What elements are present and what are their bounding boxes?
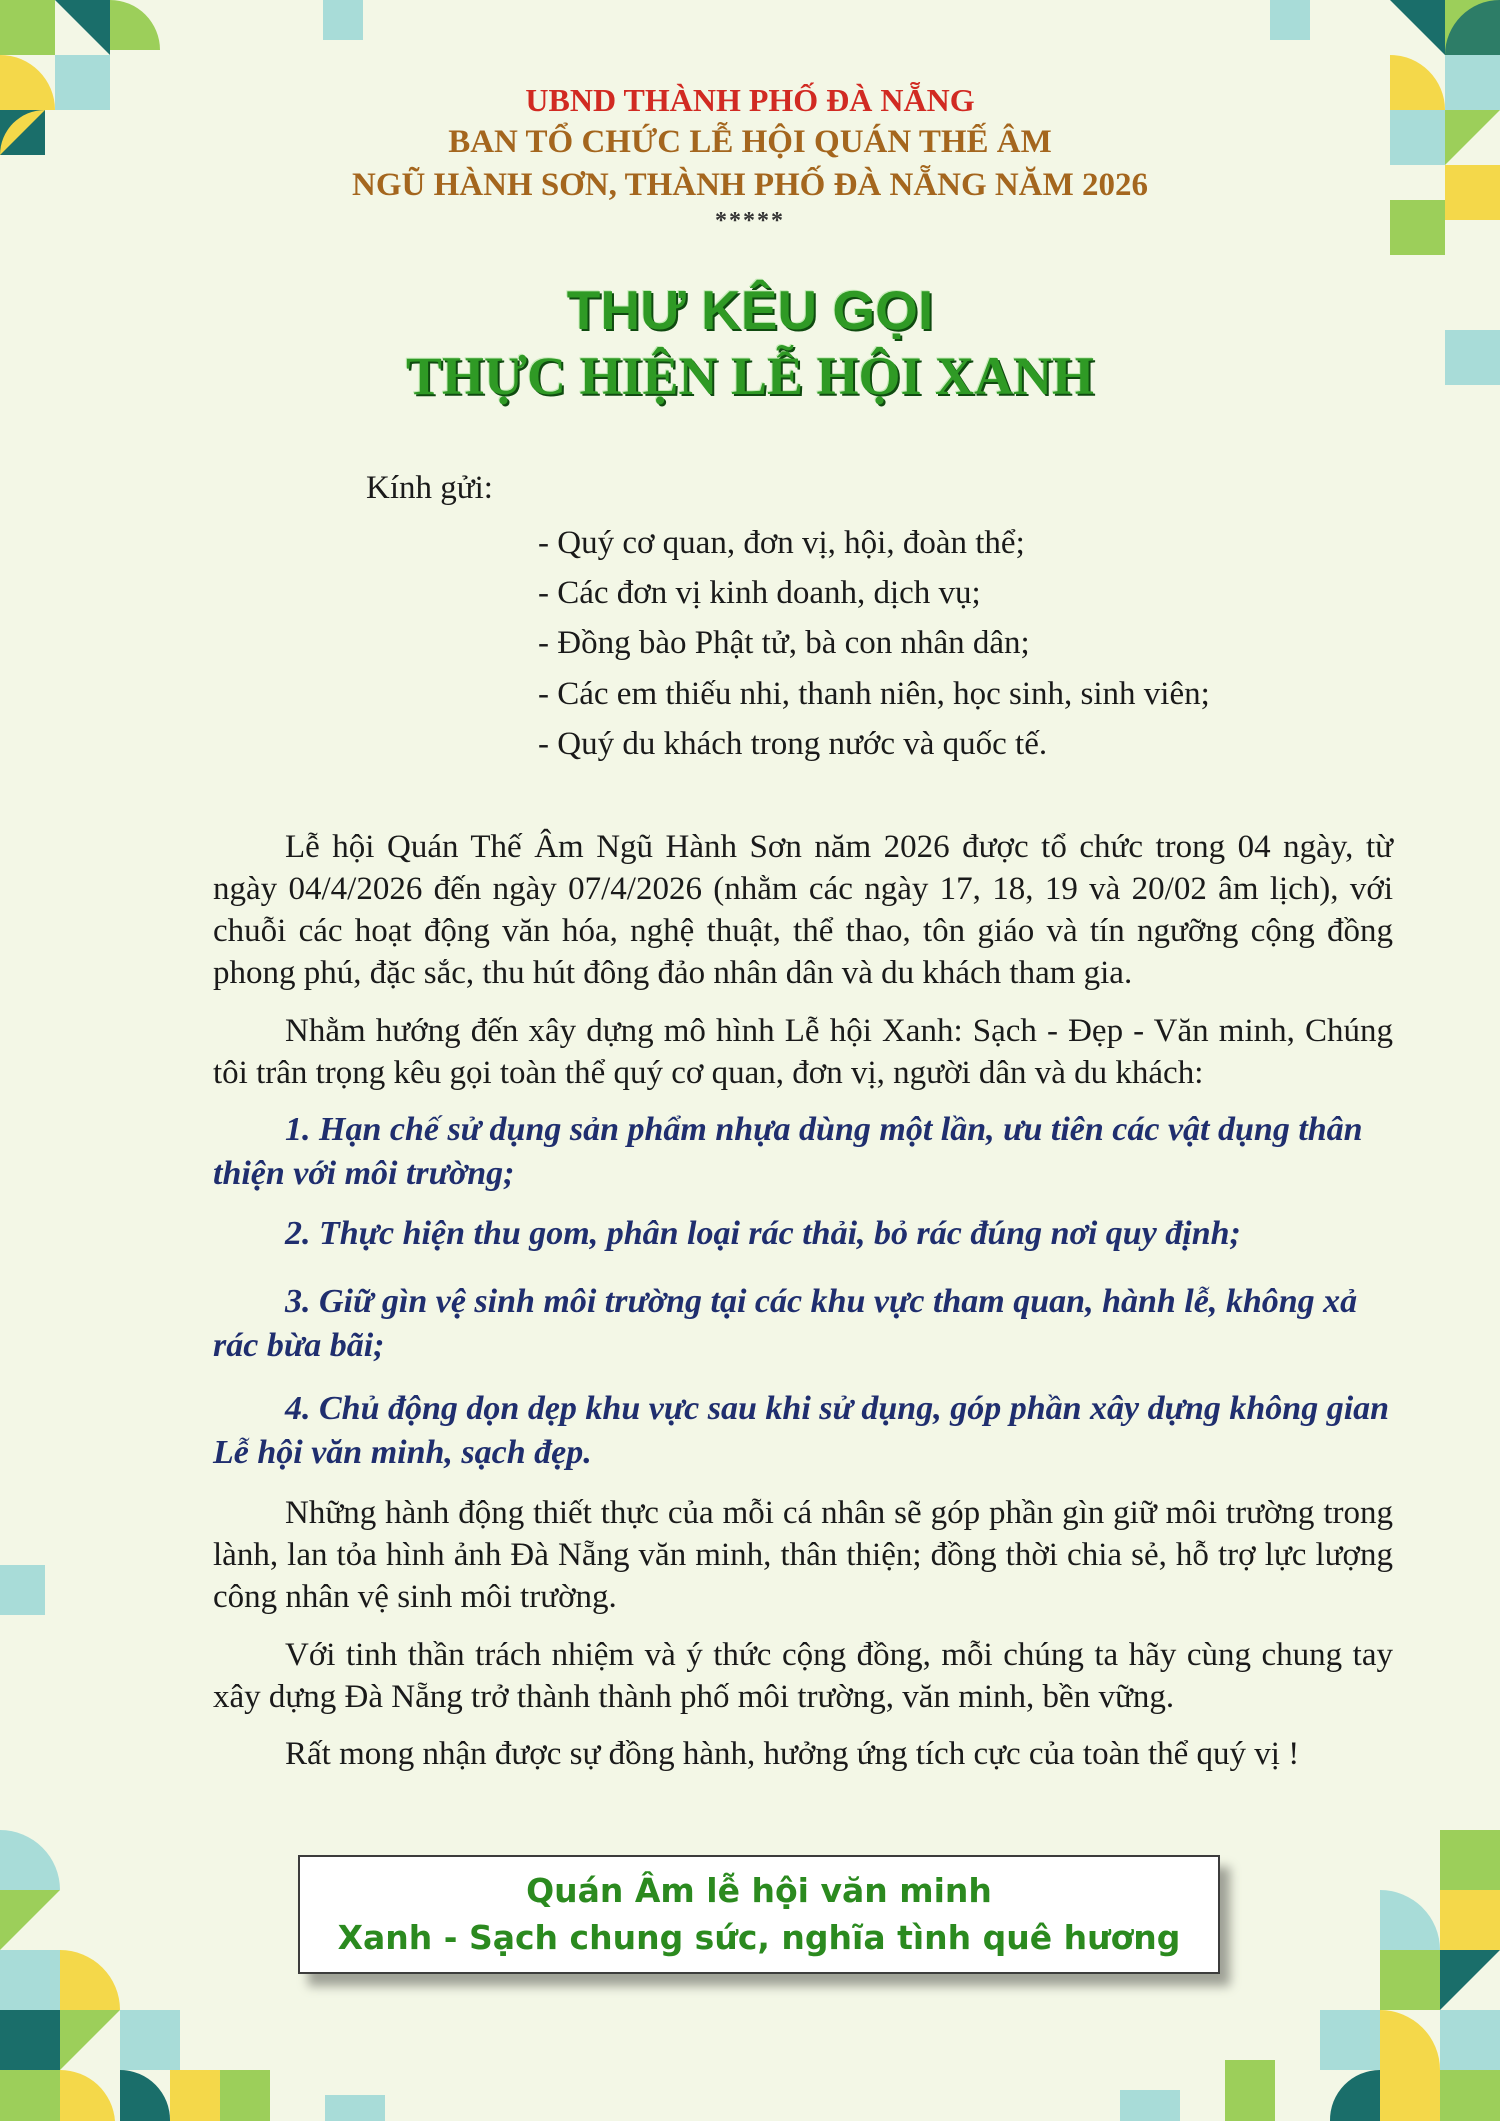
call-to-action-item: 3. Giữ gìn vệ sinh môi trường tại các khu vực tham quan, hành lễ, không xả rác bừa bãi; [213, 1283, 1358, 1364]
recipient-item: - Các đơn vị kinh doanh, dịch vụ; [538, 575, 981, 611]
recipient-item: - Quý du khách trong nước và quốc tế. [538, 726, 1048, 762]
intro-paragraph: Lễ hội Quán Thế Âm Ngũ Hành Sơn năm 2026 được tổ chức trong 04 ngày, từ ngày 04/4/2026 đến ngày 07/4/2026 (nhằm các ngày 17, 18, 19 và 20/02 âm lịch), với chuỗi các hoạt động văn hóa, nghệ thuật, thể thao, tôn giáo và tín ngưỡng cộng đồng phong phú, đặc sắc, thu hút đông đảo nhân dân và du khách tham gia. [213, 829, 1393, 991]
organizing-committee-line2: NGŨ HÀNH SƠN, THÀNH PHỐ ĐÀ NẴNG NĂM 2026 [352, 167, 1148, 203]
slogan-line1: Quán Âm lễ hội văn minh [526, 1871, 992, 1910]
recipient-item: - Đồng bào Phật tử, bà con nhân dân; [538, 625, 1030, 661]
header-separator: ***** [715, 208, 785, 234]
recipient-item: - Quý cơ quan, đơn vị, hội, đoàn thể; [538, 525, 1025, 561]
greeting: Kính gửi: [366, 470, 493, 506]
slogan-line2: Xanh - Sạch chung sức, nghĩa tình quê hương [337, 1918, 1181, 1957]
spirit-paragraph: Với tinh thần trách nhiệm và ý thức cộng đồng, mỗi chúng ta hãy cùng chung tay xây dựng Đà Nẵng trở thành thành phố môi trường, văn minh, bền vững. [213, 1637, 1393, 1715]
recipient-item: - Các em thiếu nhi, thanh niên, học sinh, sinh viên; [538, 676, 1210, 712]
document-subtitle: THỰC HIỆN LỄ HỘI XANH [405, 346, 1095, 406]
issuing-authority: UBND THÀNH PHỐ ĐÀ NẴNG [525, 82, 975, 118]
document-title: THƯ KÊU GỌI [566, 279, 934, 341]
slogan-box [298, 1855, 1220, 1974]
edge-tile-left [0, 1565, 45, 1615]
call-to-action-item: 4. Chủ động dọn dẹp khu vực sau khi sử dụng, góp phần xây dựng không gian Lễ hội văn minh, sạch đẹp. [213, 1390, 1390, 1471]
impact-paragraph: Những hành động thiết thực của mỗi cá nhân sẽ góp phần gìn giữ môi trường trong lành, lan tỏa hình ảnh Đà Nẵng văn minh, thân thiện; đồng thời chia sẻ, hỗ trợ lực lượng công nhân vệ sinh môi trường. [213, 1495, 1393, 1615]
closing-paragraph: Rất mong nhận được sự đồng hành, hưởng ứng tích cực của toàn thể quý vị ! [285, 1736, 1300, 1772]
call-to-action-item: 1. Hạn chế sử dụng sản phẩm nhựa dùng một lần, ưu tiên các vật dụng thân thiện với môi trường; [213, 1111, 1363, 1192]
organizing-committee-line1: BAN TỔ CHỨC LỄ HỘI QUÁN THẾ ÂM [448, 124, 1052, 160]
call-to-action-item: 2. Thực hiện thu gom, phân loại rác thải, bỏ rác đúng nơi quy định; [285, 1215, 1241, 1252]
aim-paragraph: Nhằm hướng đến xây dựng mô hình Lễ hội Xanh: Sạch - Đẹp - Văn minh, Chúng tôi trân trọng kêu gọi toàn thể quý cơ quan, đơn vị, người dân và du khách: [213, 1013, 1393, 1091]
